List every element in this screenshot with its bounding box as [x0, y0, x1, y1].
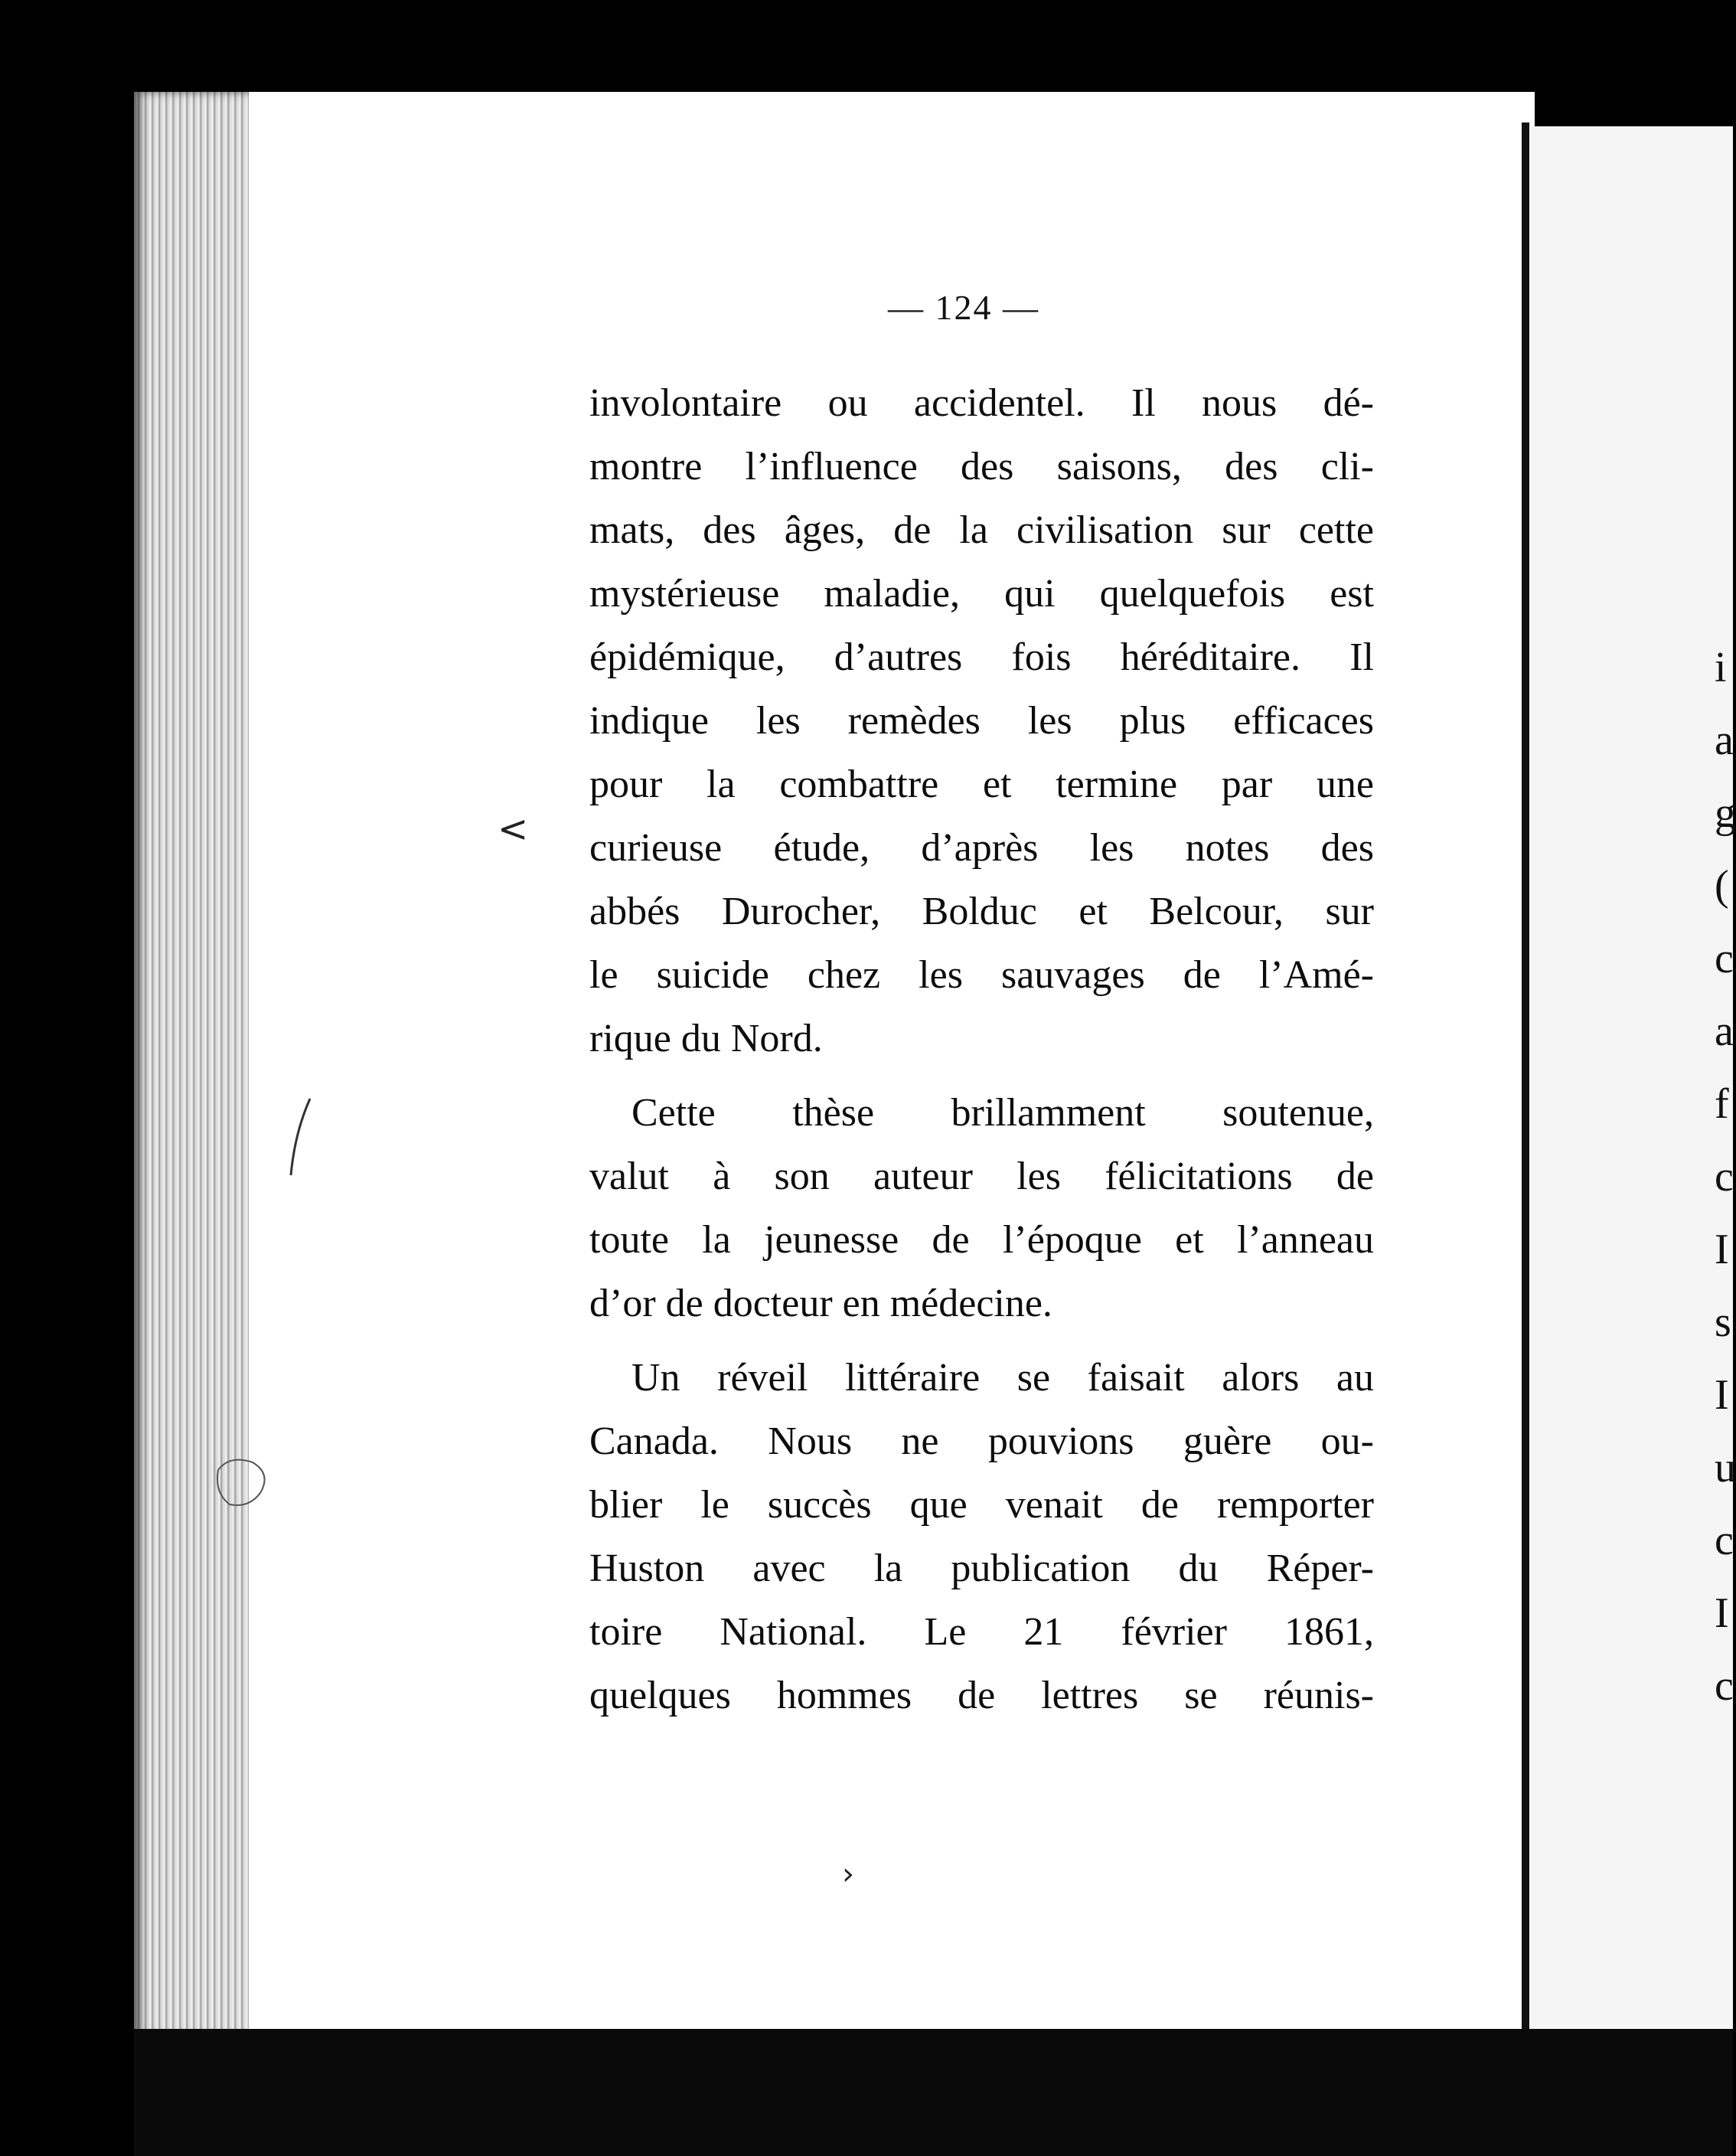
text-line: mats, des âges, de la civilisation sur cette	[589, 508, 1374, 552]
text-line: Un réveil littéraire se faisait alors au	[631, 1356, 1374, 1400]
text-line: montre l’influence des saisons, des cli-	[589, 445, 1374, 488]
text-line: pour la combattre et termine par une	[589, 763, 1374, 806]
page-number: — 124 —	[888, 288, 1039, 327]
paragraph-1	[589, 371, 1374, 1070]
text-line: abbés Durocher, Bolduc et Belcour, sur	[589, 890, 1374, 933]
pencil-stroke	[276, 1095, 321, 1179]
body-text	[589, 371, 1374, 1732]
text-line: indique les remèdes les plus efficaces	[589, 699, 1374, 743]
text-line: toute la jeunesse de l’époque et l’anneau	[589, 1218, 1374, 1262]
next-page-letter: s	[1715, 1298, 1731, 1346]
pencil-scribble	[207, 1439, 291, 1539]
text-line: Huston avec la publication du Réper-	[589, 1547, 1374, 1590]
next-page-letter: g	[1715, 789, 1736, 837]
next-page-letter: i	[1715, 644, 1727, 691]
next-page-letter: (	[1715, 862, 1729, 910]
text-line: rique du Nord.	[589, 1017, 823, 1060]
next-page-letter: c	[1715, 1662, 1734, 1710]
text-line: Canada. Nous ne pouvions guère ou-	[589, 1419, 1374, 1463]
book-gutter	[1522, 122, 1529, 2052]
next-page-letter: a	[1715, 1008, 1734, 1055]
page-edges	[134, 92, 260, 2037]
next-page-letter: c	[1715, 1153, 1734, 1200]
text-line: épidémique, d’autres fois héréditaire. Il	[589, 635, 1374, 679]
text-line: le suicide chez les sauvages de l’Amé-	[589, 953, 1374, 997]
text-line: involontaire ou accidentel. Il nous dé-	[589, 381, 1374, 425]
text-line: curieuse étude, d’après les notes des	[589, 826, 1374, 870]
next-page-edge	[1531, 126, 1733, 2040]
text-line: d’or de docteur en médecine.	[589, 1282, 1052, 1325]
text-line: blier le succès que venait de remporter	[589, 1483, 1374, 1527]
next-page-letter: c	[1715, 1517, 1734, 1564]
next-page-letter: I	[1715, 1589, 1729, 1637]
pencil-mark: <	[498, 808, 529, 851]
paragraph-2	[589, 1081, 1374, 1335]
next-page-letter: a	[1715, 717, 1734, 764]
text-line: quelques hommes de lettres se réunis-	[589, 1674, 1374, 1717]
next-page-letter: I	[1715, 1226, 1729, 1273]
text-line: Cette thèse brillamment soutenue,	[631, 1091, 1374, 1135]
text-line: valut à son auteur les félicitations de	[589, 1155, 1374, 1198]
next-page-letter: c	[1715, 935, 1734, 982]
pencil-mark: ›	[842, 1857, 854, 1892]
next-page-letter: u	[1715, 1444, 1736, 1491]
bottom-shadow	[134, 2029, 1733, 2156]
paragraph-3	[589, 1346, 1374, 1727]
text-line: mystérieuse maladie, qui quelquefois est	[589, 572, 1374, 616]
next-page-letter: f	[1715, 1080, 1729, 1128]
text-line: toire National. Le 21 février 1861,	[589, 1610, 1374, 1654]
next-page-letter: I	[1715, 1371, 1729, 1419]
